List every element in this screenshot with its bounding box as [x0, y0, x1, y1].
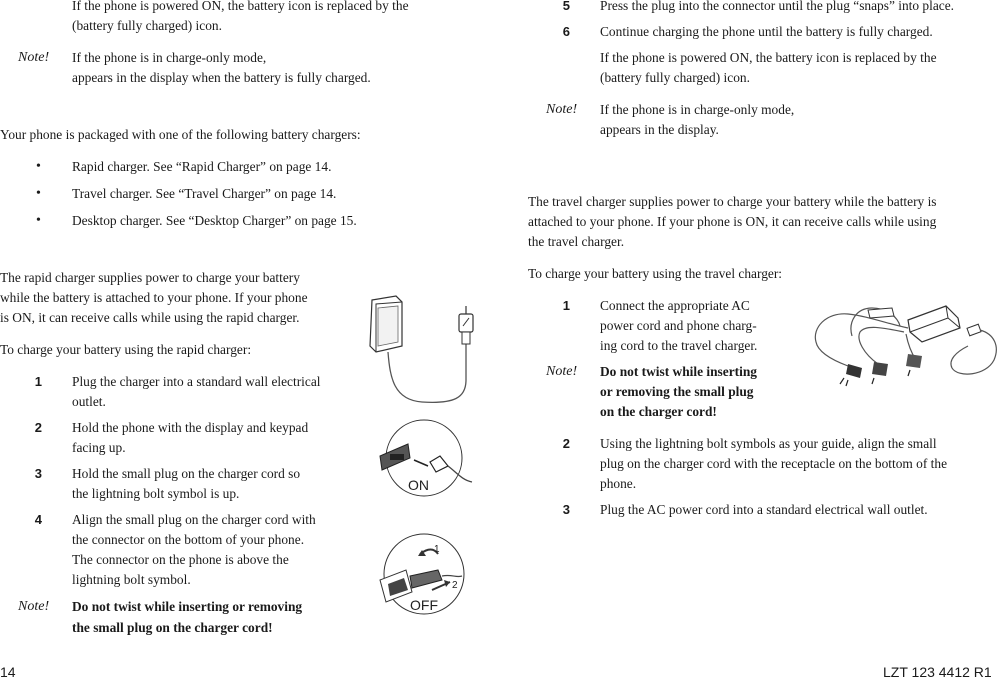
travel-step-2-line-1: Using the lightning bolt symbols as your guide, align the small — [600, 436, 937, 451]
note-4-label: Note! — [546, 364, 578, 379]
note-3-label: Note! — [546, 102, 578, 117]
bullet: • — [36, 213, 41, 228]
step-4-line-3: The connector on the phone is above the — [72, 552, 289, 567]
travel-charger-illustration — [808, 298, 1004, 390]
intro-line-2: (battery fully charged) icon. — [72, 18, 222, 33]
note-4-line-2: or removing the small plug — [600, 384, 754, 399]
list-item: Desktop charger. See “Desktop Charger” on page 15. — [72, 213, 357, 228]
travel-para-line-3: the travel charger. — [528, 234, 625, 249]
step-4-line-2: the connector on the bottom of your phone. — [72, 532, 305, 547]
intro-line-1: If the phone is powered ON, the battery icon is replaced by the — [72, 0, 409, 13]
step-5-line-1: Press the plug into the connector until the plug “snaps” into place. — [600, 0, 955, 13]
travel-howto: To charge your battery using the travel charger: — [528, 266, 783, 281]
bullet: • — [36, 186, 41, 201]
chargers-intro: Your phone is packaged with one of the following battery chargers: — [0, 127, 361, 142]
step-4-line-4: lightning bolt symbol. — [72, 572, 191, 587]
powered-line-2: (battery fully charged) icon. — [600, 70, 750, 85]
step-3-line-2: the lightning bolt symbol is up. — [72, 486, 240, 501]
note-2-line-2: the small plug on the charger cord! — [72, 620, 273, 635]
step-number: 2 — [562, 436, 570, 451]
step-number: 3 — [34, 466, 42, 481]
step-number: 6 — [562, 24, 570, 39]
note-1-line-1: If the phone is in charge-only mode, — [72, 50, 267, 65]
page-number: 14 — [0, 664, 16, 680]
off-label: OFF — [410, 597, 438, 613]
step-1-line-2: outlet. — [72, 394, 106, 409]
travel-step-1-line-3: ing cord to the travel charger. — [600, 338, 758, 353]
travel-step-2-line-2: plug on the charger cord with the receptacle on the bottom of the — [600, 456, 948, 471]
note-1-line-2: appears in the display when the battery is fully charged. — [72, 70, 371, 85]
rapid-howto: To charge your battery using the rapid charger: — [0, 342, 252, 357]
note-1-label: Note! — [18, 50, 50, 65]
note-3-line-2: appears in the display. — [600, 122, 719, 137]
note-3-line-1: If the phone is in charge-only mode, — [600, 102, 795, 117]
step-2-line-2: facing up. — [72, 440, 126, 455]
on-label: ON — [408, 477, 429, 493]
travel-step-2-line-3: phone. — [600, 476, 637, 491]
step-number: 1 — [34, 374, 42, 389]
rapid-para-line-3: is ON, it can receive calls while using the rapid charger. — [0, 310, 300, 325]
travel-step-1-line-2: power cord and phone charg- — [600, 318, 757, 333]
rapid-para-line-2: while the battery is attached to your phone. If your phone — [0, 290, 308, 305]
step-2-line-1: Hold the phone with the display and keypad — [72, 420, 309, 435]
rapid-para-line-1: The rapid charger supplies power to charge your battery — [0, 270, 300, 285]
note-2-label: Note! — [18, 599, 50, 614]
note-2-line-1: Do not twist while inserting or removing — [72, 599, 303, 614]
step-marker-2: 2 — [452, 580, 458, 591]
step-number: 2 — [34, 420, 42, 435]
list-item: Travel charger. See “Travel Charger” on page 14. — [72, 186, 337, 201]
travel-para-line-2: attached to your phone. If your phone is ON, it can receive calls while using — [528, 214, 937, 229]
bullet: • — [36, 159, 41, 174]
travel-step-1-line-1: Connect the appropriate AC — [600, 298, 750, 313]
note-4-line-3: on the charger cord! — [600, 404, 717, 419]
note-4-line-1: Do not twist while inserting — [600, 364, 757, 379]
step-marker-1: 1 — [434, 544, 440, 555]
step-number: 5 — [562, 0, 570, 13]
step-number: 4 — [34, 512, 42, 527]
powered-line-1: If the phone is powered ON, the battery icon is replaced by the — [600, 50, 937, 65]
list-item: Rapid charger. See “Rapid Charger” on page 14. — [72, 159, 332, 174]
step-4-line-1: Align the small plug on the charger cord with — [72, 512, 316, 527]
step-number: 3 — [562, 502, 570, 517]
travel-step-3-line-1: Plug the AC power cord into a standard electrical wall outlet. — [600, 502, 928, 517]
plug-off-illustration — [376, 532, 472, 616]
plug-on-illustration — [376, 418, 472, 498]
doc-code: LZT 123 4412 R1 — [883, 664, 992, 680]
travel-para-line-1: The travel charger supplies power to charge your battery while the battery is — [528, 194, 937, 209]
step-number: 1 — [562, 298, 570, 313]
step-3-line-1: Hold the small plug on the charger cord so — [72, 466, 301, 481]
step-1-line-1: Plug the charger into a standard wall electrical — [72, 374, 321, 389]
rapid-charger-illustration — [362, 288, 482, 412]
step-6-line-1: Continue charging the phone until the battery is fully charged. — [600, 24, 933, 39]
